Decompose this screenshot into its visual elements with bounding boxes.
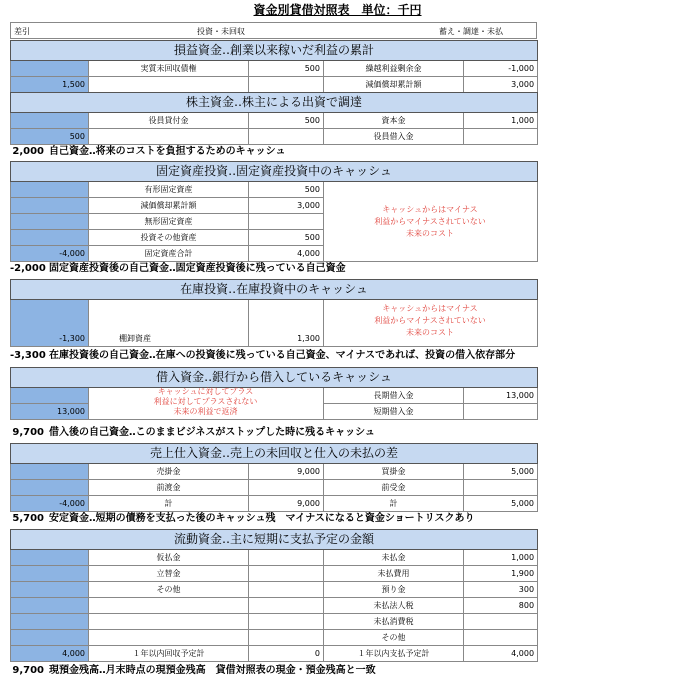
summary-stable-funds xyxy=(10,512,670,526)
row-value xyxy=(464,480,538,496)
row-label: 固定資産合計 xyxy=(89,246,249,262)
note-line: 未来のコスト xyxy=(406,229,454,238)
section-current xyxy=(10,529,537,662)
note-fixed xyxy=(323,204,537,240)
row-label: 棚卸資産 xyxy=(119,334,151,343)
diff-cell xyxy=(11,598,89,614)
summary-after-fixed xyxy=(10,262,670,276)
header-diff: 差引 xyxy=(14,27,30,36)
diff-cell xyxy=(11,582,89,598)
diff-cell xyxy=(11,61,89,77)
row-value: 500 xyxy=(249,113,324,129)
summary-value: 9,700 xyxy=(12,427,44,438)
row-label: 未払法人税 xyxy=(324,598,464,614)
diff-value: -4,000 xyxy=(11,496,89,512)
row-label: 繰越利益剰余金 xyxy=(324,61,464,77)
diff-cell xyxy=(11,550,89,566)
band-trade: 売上仕入資金‥売上の未回収と仕入の未払の差 xyxy=(11,444,538,464)
empty-cell xyxy=(249,77,324,93)
row-value: 9,000 xyxy=(249,496,324,512)
row-label: 前渡金 xyxy=(89,480,249,496)
row-label: 役員貸付金 xyxy=(89,113,249,129)
summary-text: 在庫投資後の自己資金‥在庫への投資後に残っている自己資金、マイナスであれば、投資の借入依存部分 xyxy=(49,350,516,361)
diff-cell xyxy=(11,566,89,582)
row-value: 500 xyxy=(249,230,324,246)
row-value xyxy=(249,214,324,230)
row-value: 300 xyxy=(464,582,538,598)
note-line: 未来のコスト xyxy=(406,328,454,337)
diff-cell xyxy=(11,464,89,480)
row-label: 投資その他資産 xyxy=(89,230,249,246)
row-value xyxy=(249,630,324,646)
band-inventory: 在庫投資‥在庫投資中のキャッシュ xyxy=(11,280,538,300)
row-value: 3,000 xyxy=(464,77,538,93)
row-label: 長期借入金 xyxy=(324,388,464,404)
row-value xyxy=(249,614,324,630)
row-label: 預り金 xyxy=(324,582,464,598)
diff-cell xyxy=(11,630,89,646)
note-line: 利益からマイナスされていない xyxy=(374,217,486,226)
summary-value: 9,700 xyxy=(12,665,44,676)
row-label: １年以内回収予定計 xyxy=(89,646,249,662)
summary-text: 現預金残高‥月末時点の現預金残高 貸借対照表の現金・預金残高と一致 xyxy=(49,665,376,676)
diff-cell xyxy=(11,388,89,404)
row-value: 500 xyxy=(249,182,324,198)
note-line: 利益からマイナスされていない xyxy=(374,316,486,325)
diff-value: 1,500 xyxy=(11,77,89,93)
note-line: 利益に対してプラスされない xyxy=(153,397,258,406)
row-label: 有形固定資産 xyxy=(89,182,249,198)
band-current: 流動資金‥主に短期に支払予定の金額 xyxy=(11,530,538,550)
diff-cell xyxy=(11,214,89,230)
summary-after-inventory xyxy=(10,349,670,363)
section-equity xyxy=(10,92,537,145)
band-profit: 損益資金‥創業以来稼いだ利益の累計 xyxy=(11,41,538,61)
row-value xyxy=(249,550,324,566)
band-fixed: 固定資産投資‥固定資産投資中のキャッシュ xyxy=(11,162,538,182)
row-value xyxy=(464,630,538,646)
row-label: 未払費用 xyxy=(324,566,464,582)
empty-cell xyxy=(89,77,249,93)
summary-value: 2,000 xyxy=(12,146,44,157)
row-value xyxy=(464,614,538,630)
row-value: 1,000 xyxy=(464,550,538,566)
row-label: 買掛金 xyxy=(324,464,464,480)
row-value: 5,000 xyxy=(464,464,538,480)
row-label: 未払消費税 xyxy=(324,614,464,630)
summary-value: 5,700 xyxy=(12,513,44,524)
row-label: 売掛金 xyxy=(89,464,249,480)
row-label: 無形固定資産 xyxy=(89,214,249,230)
summary-text: 固定資産投資後の自己資金‥固定資産投資後に残っている自己資金 xyxy=(49,263,346,274)
row-label: 計 xyxy=(324,496,464,512)
summary-value: -3,300 xyxy=(10,350,46,361)
row-value xyxy=(249,566,324,582)
empty-cell xyxy=(89,129,249,145)
diff-text: -1,300 xyxy=(59,334,85,343)
summary-text: 借入後の自己資金‥このままビジネスがストップした時に残るキャッシュ xyxy=(49,427,375,438)
row-value-cell xyxy=(249,300,324,347)
row-value: 9,000 xyxy=(249,464,324,480)
row-value: 4,000 xyxy=(249,246,324,262)
row-label: 立替金 xyxy=(89,566,249,582)
row-label: 役員借入金 xyxy=(324,129,464,145)
row-label: 減価償却累計額 xyxy=(89,198,249,214)
summary-cash-balance xyxy=(10,664,670,678)
row-value: 0 xyxy=(249,646,324,662)
diff-value: 500 xyxy=(11,129,89,145)
empty-cell xyxy=(249,129,324,145)
diff-cell xyxy=(11,480,89,496)
diff-cell xyxy=(11,614,89,630)
summary-own-funds xyxy=(10,145,670,159)
summary-text: 自己資金‥将来のコストを負担するためのキャッシュ xyxy=(49,146,286,157)
diff-value: 4,000 xyxy=(11,646,89,662)
row-label: １年以内支払予定計 xyxy=(324,646,464,662)
row-value: 4,000 xyxy=(464,646,538,662)
row-value xyxy=(464,404,538,420)
row-value xyxy=(249,598,324,614)
section-trade xyxy=(10,443,537,512)
row-label: その他 xyxy=(89,582,249,598)
column-header xyxy=(10,22,537,39)
row-label: 減価償却累計額 xyxy=(324,77,464,93)
row-value xyxy=(249,480,324,496)
band-equity: 株主資金‥株主による出資で調達 xyxy=(11,93,538,113)
band-loan: 借入資金‥銀行から借入しているキャッシュ xyxy=(11,368,538,388)
note-line: キャッシュに対してプラス xyxy=(157,387,254,396)
row-value: -1,000 xyxy=(464,61,538,77)
diff-cell xyxy=(11,230,89,246)
row-value xyxy=(249,582,324,598)
summary-after-loan xyxy=(10,426,670,440)
row-value: 3,000 xyxy=(249,198,324,214)
note-line: 未来の利益で返済 xyxy=(173,407,238,416)
row-label xyxy=(89,614,249,630)
row-value: 1,300 xyxy=(297,334,320,343)
row-label-cell xyxy=(89,300,249,347)
note-line: キャッシュからはマイナス xyxy=(382,304,478,313)
diff-value xyxy=(11,300,89,347)
diff-cell xyxy=(11,113,89,129)
row-value xyxy=(464,129,538,145)
row-label: 実質未回収債権 xyxy=(89,61,249,77)
row-label xyxy=(89,630,249,646)
note-loan xyxy=(88,387,323,417)
section-profit xyxy=(10,40,537,93)
summary-text: 安定資金‥短期の債務を支払った後のキャッシュ残 マイナスになると資金ショートリスクあり xyxy=(49,513,475,524)
summary-value: -2,000 xyxy=(10,263,46,274)
note-inventory xyxy=(323,303,537,339)
header-funding: 蓄え・調達・未払 xyxy=(439,27,503,36)
row-label: その他 xyxy=(324,630,464,646)
diff-value: 13,000 xyxy=(11,404,89,420)
row-value: 13,000 xyxy=(464,388,538,404)
row-label: 短期借入金 xyxy=(324,404,464,420)
diff-value: -4,000 xyxy=(11,246,89,262)
row-label: 計 xyxy=(89,496,249,512)
page-title: 資金別貸借対照表 単位：千円 xyxy=(253,3,422,17)
row-label: 前受金 xyxy=(324,480,464,496)
header-investment: 投資・未回収 xyxy=(197,27,245,36)
row-label xyxy=(89,598,249,614)
row-label: 仮払金 xyxy=(89,550,249,566)
row-value: 5,000 xyxy=(464,496,538,512)
row-label: 未払金 xyxy=(324,550,464,566)
row-value: 800 xyxy=(464,598,538,614)
diff-cell xyxy=(11,198,89,214)
row-label: 資本金 xyxy=(324,113,464,129)
row-value: 1,900 xyxy=(464,566,538,582)
row-value: 500 xyxy=(249,61,324,77)
diff-cell xyxy=(11,182,89,198)
row-value: 1,000 xyxy=(464,113,538,129)
note-line: キャッシュからはマイナス xyxy=(382,205,478,214)
